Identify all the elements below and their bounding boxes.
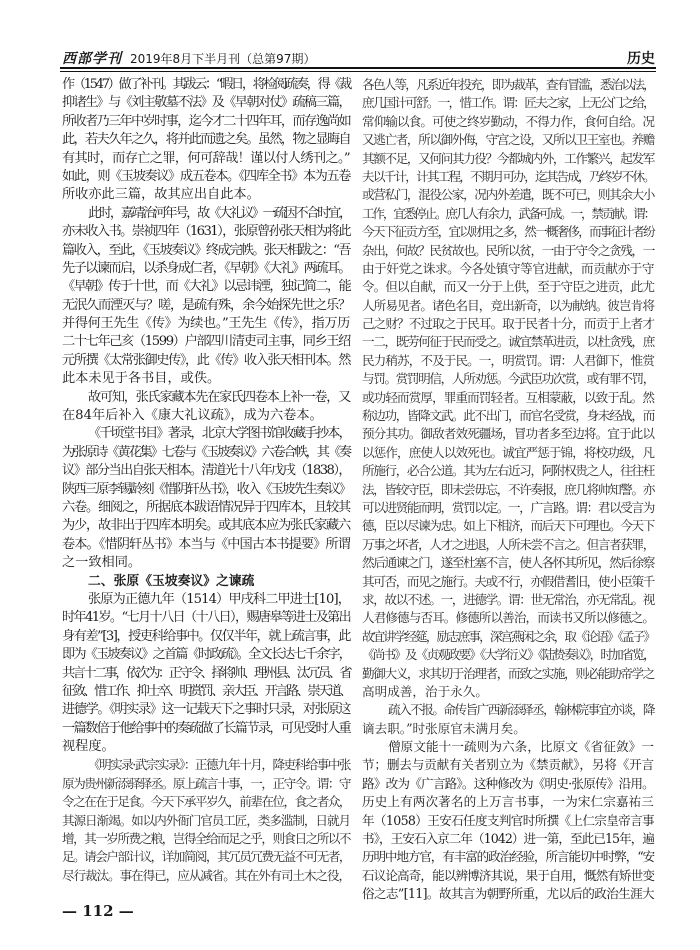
text-line: 历明中地方官，有丰富的政治经验，所言能切中时弊，“安 <box>362 849 654 865</box>
text-line: 张原为正德九年（1514）甲戌科二甲进士[10]， <box>88 591 350 607</box>
text-line: 杂出，何故？民贫故也。民所以贫，一由于守令之贪残，一 <box>362 242 654 258</box>
text-line: 无泯久而湮灭与？嗟，是疏有殊，余今始探先世之乐？ <box>62 297 350 313</box>
text-line: 疏入不报。命传旨广西新添驿丞，翰林院事宜亦谈，降 <box>388 702 655 718</box>
text-line: 《千顷堂书目》著录，北京大学图书馆收藏手抄本， <box>88 426 351 442</box>
text-line: 预分其功。御敌者效死疆场，冒功者多至边将。宜于此以 <box>362 426 654 442</box>
issue-info: 2019年8月下半月刊（总第97期） <box>130 52 316 66</box>
text-line: 然后通谏之门，遂至杜塞不言，使人各怀其所见，然后徐察 <box>362 555 654 571</box>
text-line: 增，其一岁所费之粮，岂得全给而足之乎，则食日之所以不 <box>62 831 350 847</box>
text-line: 其源日渐竭。如以内外衙门官员工匠，类多滥制，日就月 <box>62 812 350 828</box>
text-line: 路》改为《广言路》。这种修改为《明史·张原传》沿用。 <box>362 775 654 791</box>
text-line: 僧原文能十一疏则为六条，比原文《省征敛》一 <box>388 739 655 755</box>
text-line: 高明成善，治于永久。 <box>362 683 488 699</box>
text-line: 故宜讲学经筵，励志庶事，深宫燕闲之余，取《论语》《孟子》 <box>362 628 655 644</box>
text-line: 又逃亡者，所以御外侮，守宫之设，又所以卫王室也。养赡 <box>362 132 654 148</box>
text-line: 元所撰《太常张御史传》，此《传》收入张天相刊本。然 <box>62 352 350 368</box>
text-line: 尽行裁汰。事在得已，应从减省。其在外有司土木之役， <box>62 867 350 883</box>
journal-logo: 西部学刊 <box>62 51 122 67</box>
text-line: 身有差”[3]，授吏科给事中。仅仅半年，就上疏言事，此 <box>62 628 350 644</box>
section-label: 历史 <box>627 51 655 67</box>
text-line: 己之财？不过取之于民耳。取于民者十分，而贡于上者才 <box>362 316 654 332</box>
text-line: 二十七年己亥（1599）户部四川清吏司主事，同乡王绍 <box>62 334 350 350</box>
text-line: 人所易见者。诸色名目，竞出新奇，以为献纳。彼岂肯将 <box>362 297 654 313</box>
text-line: 一二，既劳何征于民而受之。诚宜禁革进贡，以杜贪残，庶 <box>362 334 654 350</box>
text-line: 石议论高奇，能以辨博济其说，果于自用，慨然有矫世变 <box>362 867 654 883</box>
text-line: 人君修德与否耳。修德所以善治，而读书又所以修德之。 <box>362 610 654 626</box>
text-line: 所施行，必合公道。其为左右近习，阿附权贵之人，往往枉 <box>362 463 654 479</box>
text-line: 《明实录·武宗实录》：正德九年十月，降吏科给事中张 <box>88 757 350 773</box>
text-line: 有其时，而存亡之罪，何可辞哉！谨以付人绣刊之。” <box>62 150 350 166</box>
header-rule-thin <box>60 71 656 72</box>
text-line: 今天下征贡方至，宜以财用之多，然一概奢侈，而事征计者纷 <box>362 224 654 240</box>
page-number: — 112 — <box>62 902 134 920</box>
text-line: 原为贵州新添驿驿丞。原上疏言十事，一，正守令。谓：守 <box>62 775 350 791</box>
text-line: 所收者乃三年中岁时事，迄今才二十四年耳，而存逸尚如 <box>62 113 351 129</box>
text-line: 篇收入，至此，《玉坡奏议》终成完帙。张天相跋之：“吾 <box>62 242 350 258</box>
text-line: 作（1547）做了补刊。其跋云：“暇日，将检阅疏奏，得《裁 <box>62 77 350 92</box>
text-line: 与罚。赏罚明信，人所劝惩。今武臣功次赏，或有罪不罚， <box>362 371 654 387</box>
text-line: 民力稍苏，不及于民。一，明赏罚。谓：人君御下，惟赏 <box>362 352 654 368</box>
text-line: 工作，宜悉停止。庶几人有余力，武备可成。一，禁贡献。谓： <box>362 205 655 221</box>
text-line: 亦未收入书。崇祯四年（1631），张原曾孙张天相为将此 <box>62 224 350 240</box>
header-rule-thick <box>60 67 656 69</box>
text-line: 令之在在于足食。今天下承平岁久，前辈在位，食之者众， <box>62 794 350 810</box>
text-line: 夫以千计，计其工程，不期月可办，迄其告成，乃终岁不休。 <box>362 168 654 184</box>
text-line: 并得何王先生《传》为续也。”王先生《传》，指万历 <box>62 316 350 332</box>
text-line: 以惩作，庶使人以效死也。诚宜严惩于锦，将校功级，凡 <box>362 444 654 460</box>
text-line: 其可否，而见之施行。夫或不行，亦假借耆旧，使小臣策千 <box>362 573 654 589</box>
text-line: 六卷。细阅之，所据底本跋语情况异于四库本，且较其 <box>62 499 350 515</box>
text-line: 进德学。《明实录》这一记载天下之事时只录，对张原这 <box>62 702 350 718</box>
text-line: 足。请会户部计议，详加简阅，其冗员冗费无益不可无者， <box>62 849 350 865</box>
text-line: 即为《玉坡奏议》之首篇《时政疏》。全文长达七千余字， <box>62 647 350 663</box>
text-line: 各色人等，凡系近年投充，即为裁革，查有冒滥，悉治以法， <box>362 77 654 92</box>
text-line: 一篇数倍于他给事中的奏疏做了长篇节录，可见受时人重 <box>62 720 351 736</box>
text-line: 或营私门，混役公家，况内外差遣，既不可已，则其余大小 <box>362 187 654 203</box>
text-line: 由于奸党之诛求。今各处镇守等官进献，而贡献亦于守 <box>362 260 655 276</box>
text-line: 勤御大义，求其切于治理者，而致之实施，则必能助帝学之 <box>362 665 654 681</box>
text-line: 或功轻而赏厚，罪重而罚轻者。互相蒙蔽，以致于乱。然 <box>362 389 654 405</box>
text-line: 称边功，皆降文武。此不出门，而官名受赏，身未经战，而 <box>362 408 654 424</box>
text-line: 征敛、惜工作、抑士卒、明赏罚、亲大臣、开言路、崇天道、 <box>62 683 350 699</box>
text-line: 此，若夫久年之久，将并此而遗之矣。虽然，物之显晦自 <box>62 132 351 148</box>
text-line: 所收亦此三篇，故其应出自此本。 <box>62 187 260 203</box>
text-line: 谪去职。”时张原官未满月矣。 <box>362 720 526 736</box>
text-line: 卷本。《惜阴轩丛书》本当与《中国古本书提要》所谓 <box>62 536 350 552</box>
text-line: 年（1058）王安石任度支判官时所撰《上仁宗皇帝言事 <box>362 812 654 828</box>
text-line: 在84年后补入《康大礼议疏》，成为六卷本。 <box>62 408 323 424</box>
text-line: 其额不足，又何问其力役？今都城内外，工作繁兴，起发军 <box>362 150 654 166</box>
text-line: 节；删去与贡献有关者别立为《禁贡献》，另将《开言 <box>362 757 654 773</box>
text-line: 如此，则《玉坡奏议》成五卷本。《四库全书》本为五卷 <box>62 168 350 184</box>
right-text-column <box>362 76 654 904</box>
text-line: 时年41岁。“七月十八日（十八日），赐唐皋等进士及第出 <box>62 610 351 626</box>
text-line: 书》，王安石入京二年（1042）进一第，至此已15年，遍 <box>362 831 654 847</box>
text-line: 视程度。 <box>62 739 115 755</box>
text-line: 议》部分当出自张天相本。清道光十八年戊戌（1838）， <box>62 463 350 479</box>
text-line: 求，故以不述。一，进德学。谓：世无常治，亦无常乱。视 <box>362 591 654 607</box>
text-line: 德，臣以尽谏为忠。如上下相济，而后天下可理也。今天下 <box>362 518 654 534</box>
text-line: 法，皆较守臣，即未尝毋忘，不许奏报，庶几将帅知警。亦 <box>362 481 654 497</box>
text-line: 陕西三原李锡龄刻《惜阴轩丛书》，收入《玉坡先生奏议》 <box>62 481 350 497</box>
text-line: 为张原诗《黄花集》七卷与《玉坡奏议》六卷合帙，其《奏 <box>62 444 350 460</box>
text-line: 为少，故非出于四库本明矣。或其底本应为张氏家藏六 <box>62 518 350 534</box>
text-line: 先子以谏而启，以杀身成仁者，《早朝》《大礼》两疏耳。 <box>62 260 350 276</box>
text-line: 此时，嘉靖治河年号，故《大礼议》一疏因不合时宜， <box>88 205 350 221</box>
text-line: 《早朝》传于十世，而《大礼》以忌讳湮，独记简二，能 <box>62 279 351 295</box>
text-line: 之一致相同。 <box>62 555 142 571</box>
running-header <box>62 48 655 66</box>
text-line: 共言十二事，依次为：正守令、择将帅、理州县、汰冗员、省 <box>62 665 350 681</box>
left-text-column <box>62 76 350 885</box>
text-line: 常仰输以食。可使之终岁勤动，不得力作，食何自给。况 <box>362 113 654 129</box>
text-line: 抑诸生》与《刘主敬墓不法》及《早朝对仗》疏稿三篇， <box>62 95 351 111</box>
text-line: 此本未见于各书目，或佚。 <box>62 371 221 387</box>
text-line: 俗之志”[11]。故其言为朝野所重，尤以后的政治生涯大 <box>362 886 654 902</box>
text-line: 历史上有两次著名的上万言书事，一为宋仁宗嘉祐三 <box>362 794 655 810</box>
text-line: 《尚书》及《贞观政要》《大学衍义》《陆贽奏议》，时加省览， <box>362 647 655 663</box>
section-heading: 二、张原《玉坡奏议》之谏疏 <box>88 573 255 589</box>
text-line: 万事之坏者，人才之进退，人所未尝不言之。但言者获罪， <box>362 536 654 552</box>
text-line: 可以进贤能而明，赏罚以定。一，广言路。谓：君以受言为 <box>362 499 654 515</box>
text-line: 庶几国计可舒。一，惜工作。谓：匠夫之家，上无公门之给， <box>362 95 654 111</box>
text-line: 令。但以自献，而又一分于上供，至于守臣之进贡，此尤 <box>362 279 654 295</box>
text-line: 故可知，张氏家藏本先在家氏四卷本上补一卷，又 <box>88 389 351 405</box>
